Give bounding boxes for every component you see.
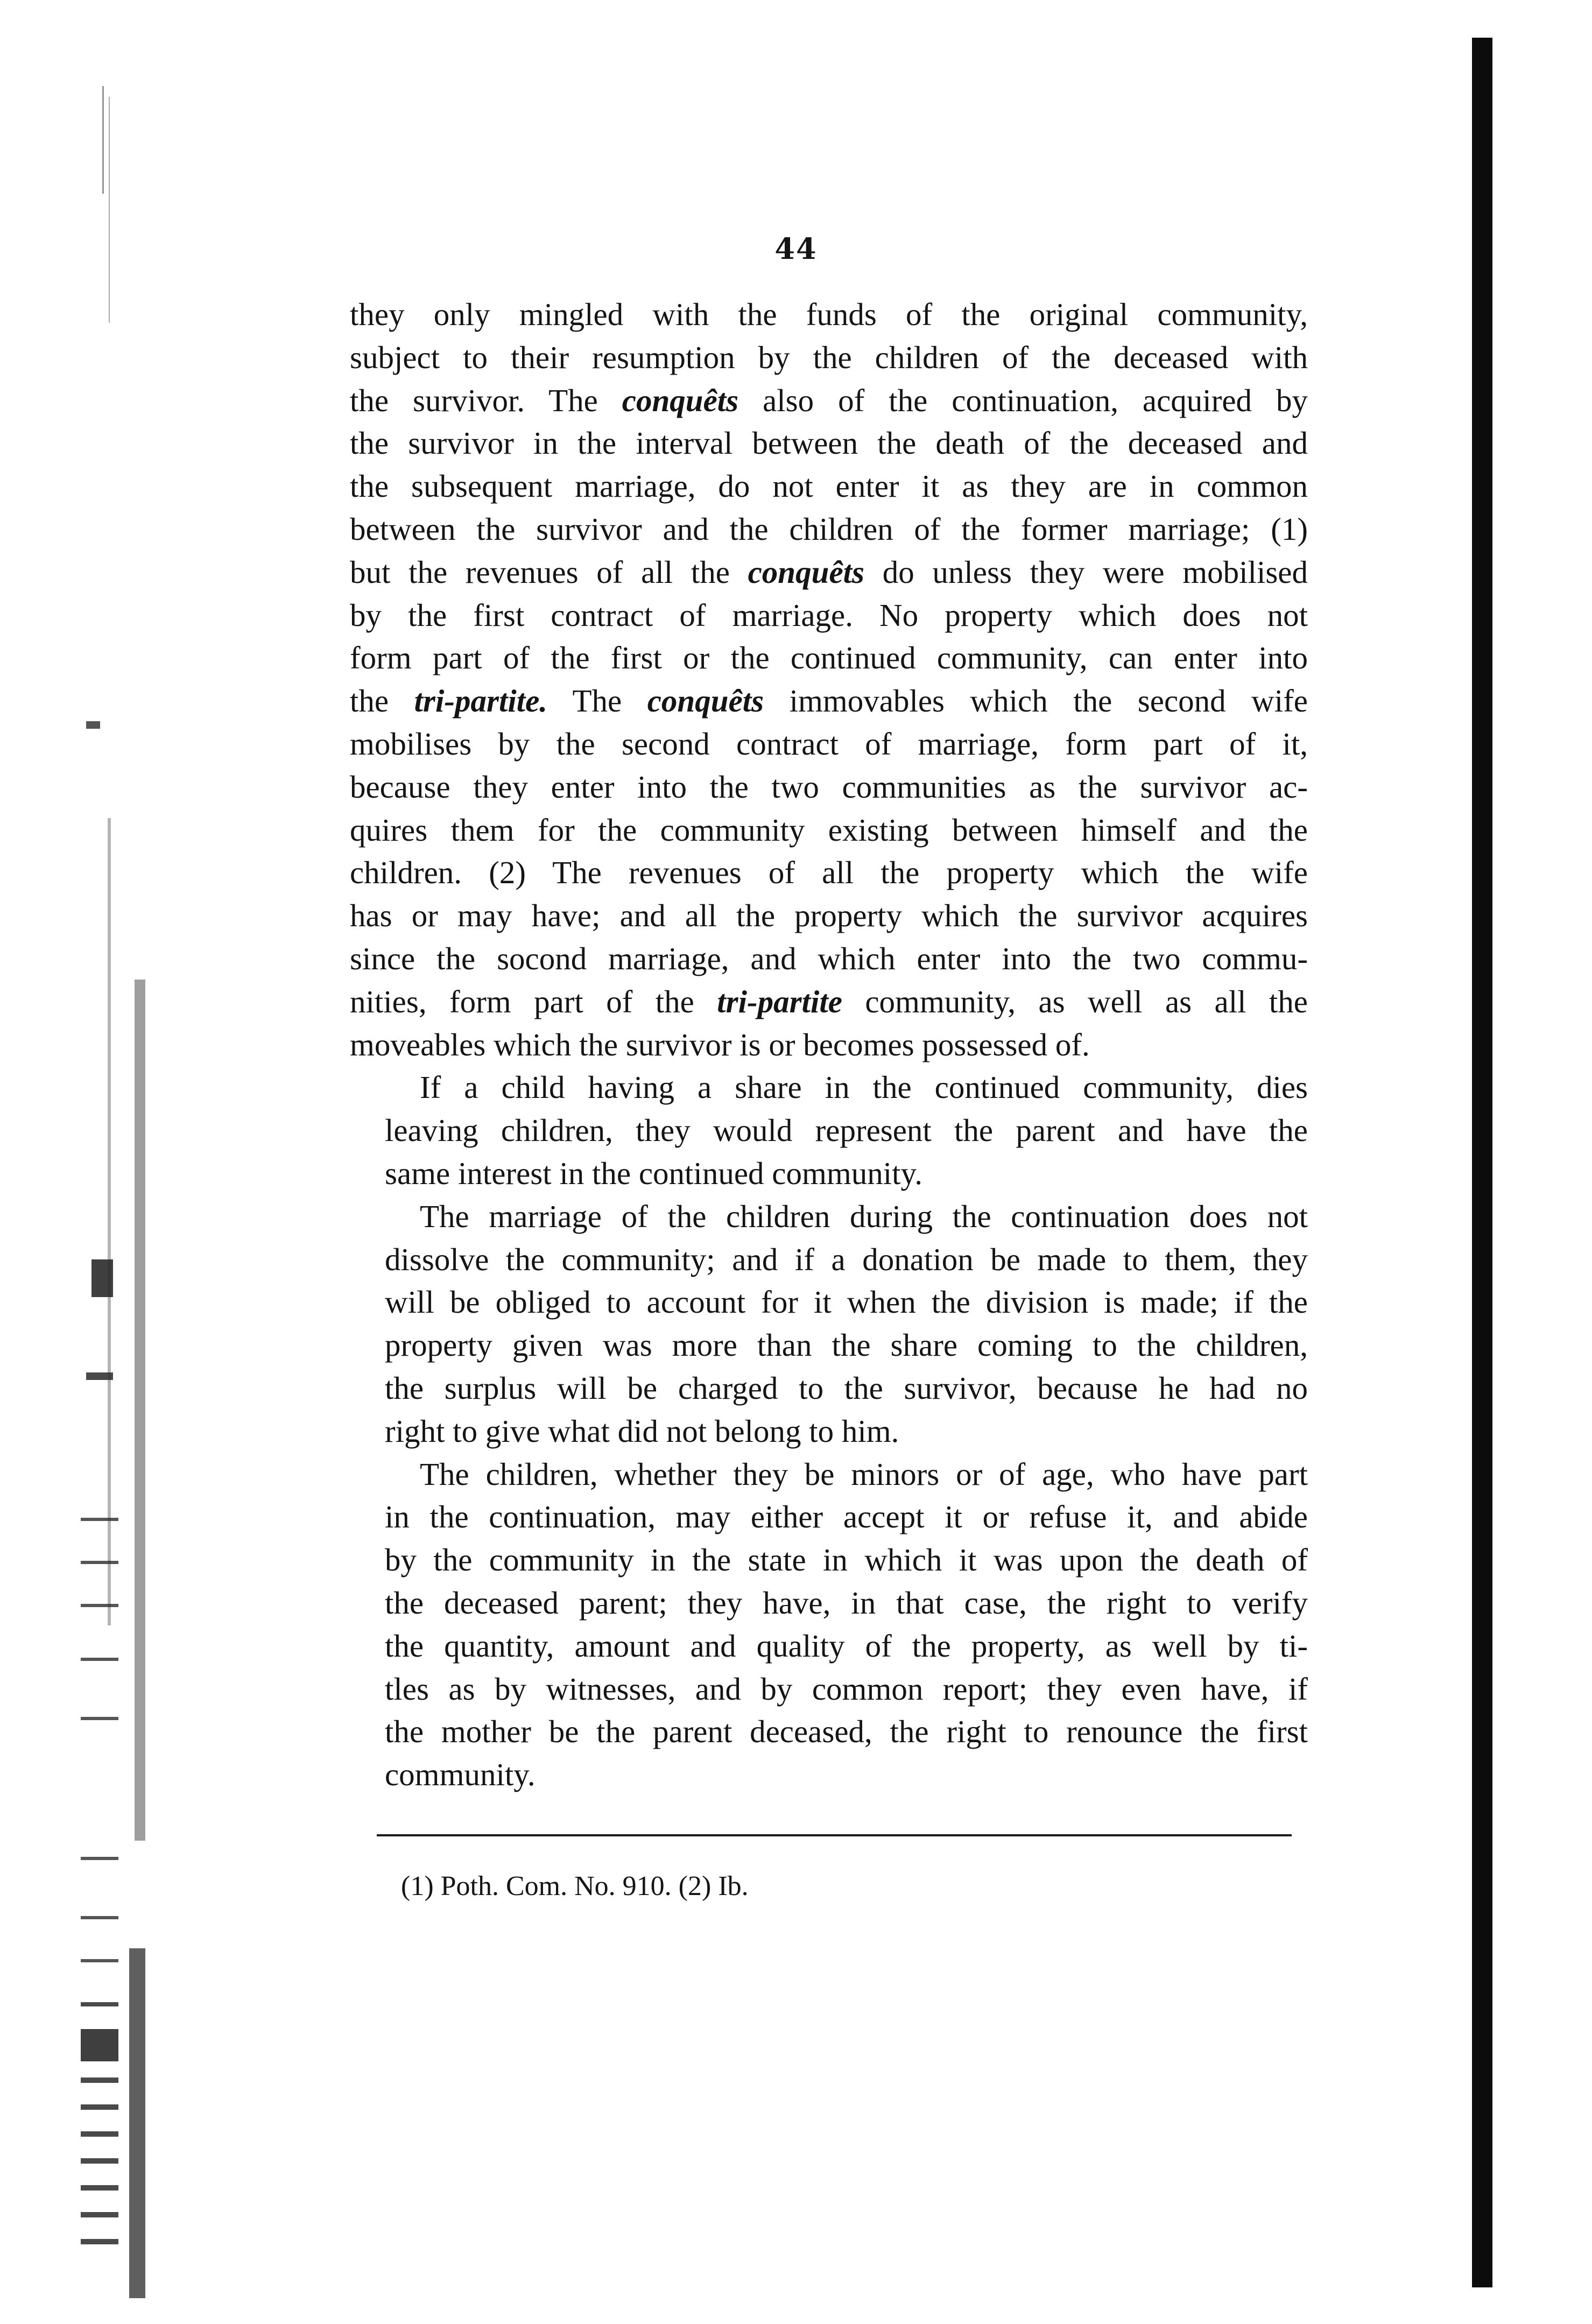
paragraph (350, 293, 1308, 1066)
text-run: If a child having a share in the continued community, dies (420, 1069, 1308, 1105)
text-run: property given was more than the share coming to the children, (385, 1327, 1308, 1363)
text-line (350, 293, 1308, 336)
text-line (350, 766, 1308, 809)
text-line (350, 551, 1308, 594)
text-line (350, 1625, 1308, 1668)
text-line (350, 1582, 1308, 1625)
text-run: The (547, 683, 647, 719)
text-run: form part of the first or the continued community, can enter into (350, 640, 1308, 676)
italic-term: tri-partite. (414, 683, 548, 719)
text-line (350, 1410, 1308, 1453)
text-run: dissolve the community; and if a donation be made to them, they (385, 1241, 1308, 1277)
text-run: between the survivor and the children of the former marriage; (1) (350, 511, 1308, 547)
text-run: immovables which the second wife (764, 683, 1308, 719)
text-run: by the community in the state in which it was upon the death of (385, 1542, 1308, 1578)
text-run: same interest in the continued community. (385, 1155, 922, 1191)
text-line (350, 938, 1308, 981)
text-line (350, 1238, 1308, 1281)
binding-edge-marks (70, 65, 167, 2298)
text-run: since the socond marriage, and which enter into the two commu- (350, 940, 1308, 976)
text-line (350, 1710, 1308, 1753)
text-line (350, 336, 1308, 379)
text-run: children. (2) The revenues of all the property which the wife (350, 855, 1308, 891)
text-line (350, 1324, 1308, 1367)
text-line (350, 680, 1308, 723)
text-line (350, 1668, 1308, 1711)
text-line (350, 1066, 1308, 1109)
footnote-divider (377, 1834, 1292, 1836)
text-line (350, 1109, 1308, 1152)
text-run: leaving children, they would represent the parent and have the (385, 1112, 1308, 1149)
text-run: because they enter into the two communities as the survivor ac- (350, 769, 1308, 805)
page-edge-shadow (1472, 38, 1492, 2287)
text-run: the (350, 683, 414, 719)
text-line (350, 1453, 1308, 1496)
text-run: moveables which the survivor is or becomes possessed of. (350, 1026, 1090, 1062)
text-run: the surplus will be charged to the survivor, because he had no (385, 1370, 1308, 1406)
text-run: the subsequent marriage, do not enter it as they are in common (350, 468, 1308, 504)
text-line (350, 422, 1308, 465)
body-text (350, 293, 1308, 1797)
text-run: The children, whether they be minors or of age, who have part (420, 1456, 1308, 1492)
text-run: in the continuation, may either accept it or refuse it, and abide (385, 1499, 1308, 1535)
text-run: the quantity, amount and quality of the property, as well by ti- (385, 1628, 1308, 1664)
italic-term: tri-partite (717, 983, 842, 1019)
italic-term: conquêts (748, 554, 864, 590)
page-number: 44 (774, 231, 818, 266)
text-line (350, 508, 1308, 551)
text-line (350, 723, 1308, 766)
paragraph (350, 1195, 1308, 1453)
text-run: quires them for the community existing between himself and the (350, 812, 1308, 848)
text-run: they only mingled with the funds of the original community, (350, 297, 1308, 332)
text-line (350, 1539, 1308, 1582)
text-line (350, 1195, 1308, 1238)
text-run: also of the continuation, acquired by (738, 382, 1308, 418)
text-run: community. (385, 1757, 536, 1793)
text-run: the survivor in the interval between the death of the deceased and (350, 425, 1308, 461)
italic-term: conquêts (647, 683, 764, 719)
text-run: but the revenues of all the (350, 554, 748, 590)
text-run: community, as well as all the (842, 983, 1308, 1019)
italic-term: conquêts (622, 382, 739, 418)
text-run: do unless they were mobilised (864, 554, 1308, 590)
text-line (350, 1281, 1308, 1324)
paragraph (350, 1453, 1308, 1797)
text-line (350, 379, 1308, 422)
text-line (350, 809, 1308, 852)
text-line (350, 1024, 1308, 1067)
text-run: has or may have; and all the property which the survivor acquires (350, 898, 1308, 934)
text-run: the deceased parent; they have, in that case, the right to verify (385, 1584, 1308, 1621)
text-line (350, 895, 1308, 938)
text-run: will be obliged to account for it when the division is made; if the (385, 1284, 1308, 1320)
text-line (350, 1367, 1308, 1410)
text-run: the mother be the parent deceased, the right to renounce the first (385, 1714, 1308, 1750)
text-line (350, 465, 1308, 508)
text-line (350, 1753, 1308, 1797)
text-run: subject to their resumption by the children of the deceased with (350, 339, 1308, 375)
text-run: by the first contract of marriage. No property which does not (350, 597, 1308, 633)
text-run: tles as by witnesses, and by common report; they even have, if (385, 1671, 1308, 1707)
text-line (350, 594, 1308, 637)
text-line (350, 1496, 1308, 1539)
text-run: right to give what did not belong to him. (385, 1413, 899, 1449)
paragraph (350, 1066, 1308, 1195)
text-line (350, 1152, 1308, 1195)
text-run: The marriage of the children during the continuation does not (420, 1198, 1308, 1234)
text-run: mobilises by the second contract of marriage, form part of it, (350, 726, 1308, 762)
text-line (350, 851, 1308, 895)
text-run: the survivor. The (350, 382, 622, 418)
footnote: (1) Poth. Com. No. 910. (2) Ib. (401, 1871, 749, 1902)
text-line (350, 637, 1308, 680)
text-line (350, 981, 1308, 1024)
text-run: nities, form part of the (350, 983, 717, 1019)
